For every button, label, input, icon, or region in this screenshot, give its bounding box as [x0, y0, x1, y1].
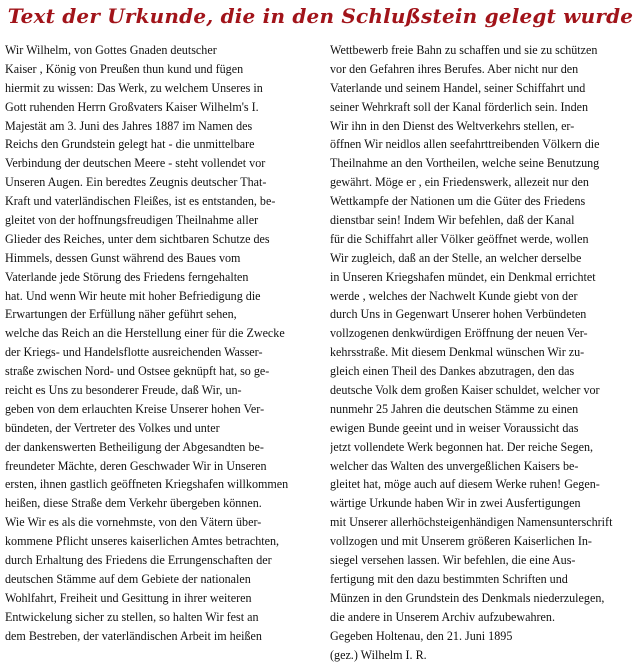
text-line: Wohlfahrt, Freiheit und Gesittung in ihrer weiteren	[5, 589, 307, 608]
text-line: ersten, ihnen gastlich geöffneten Kriegshafen willkommen	[5, 475, 307, 494]
text-line: Unseren Augen. Ein beredtes Zeugnis deutscher That-	[5, 173, 307, 192]
left-text-column	[5, 41, 307, 646]
text-line: Wie Wir es als die vornehmste, von den Vätern über-	[5, 513, 307, 532]
text-line: vollzogen und mit Unserem größeren Kaiserlichen In-	[330, 532, 637, 551]
text-line: Wettkampfe der Nationen um die Güter des Friedens	[330, 192, 637, 211]
text-line: hat. Und wenn Wir heute mit hoher Befriedigung die	[5, 287, 307, 306]
text-line: gleitet hat, möge auch auf diesem Werke ruhen! Gegen-	[330, 475, 637, 494]
text-line: gleitet von der hoffnungsfreudigen Theilnahme aller	[5, 211, 307, 230]
text-line: die andere in Unserem Archiv aufzubewahren.	[330, 608, 637, 627]
text-line: vollzogenen denkwürdigen Eröffnung der neuen Ver-	[330, 324, 637, 343]
text-line: freundeter Mächte, deren Geschwader Wir in Unseren	[5, 457, 307, 476]
text-line: gleich einen Theil des Dankes abzutragen, den das	[330, 362, 637, 381]
text-line: Kraft und vaterländischen Fleißes, ist es entstanden, be-	[5, 192, 307, 211]
text-line: Wettbewerb freie Bahn zu schaffen und sie zu schützen	[330, 41, 637, 60]
text-line: Reichs den Grundstein gelegt hat - die unmittelbare	[5, 135, 307, 154]
text-line: dienstbar sein! Indem Wir befehlen, daß der Kanal	[330, 211, 637, 230]
right-text-column	[330, 41, 637, 664]
text-line: mit Unserer allerhöchsteigenhändigen Namensunterschrift	[330, 513, 637, 532]
text-line: Verbindung der deutschen Meere - steht vollendet vor	[5, 154, 307, 173]
text-line: (gez.) Wilhelm I. R.	[330, 646, 637, 664]
text-line: Vaterlande und seinem Handel, seiner Schiffahrt und	[330, 79, 637, 98]
text-line: Entwickelung sicher zu stellen, so halten Wir fest an	[5, 608, 307, 627]
text-line: jetzt vollendete Werk begonnen hat. Der reiche Segen,	[330, 438, 637, 457]
text-line: Gott ruhenden Herrn Großvaters Kaiser Wilhelm's I.	[5, 98, 307, 117]
text-line: kehrsstraße. Mit diesem Denkmal wünschen Wir zu-	[330, 343, 637, 362]
text-line: Glieder des Reiches, unter dem sichtbaren Schutze des	[5, 230, 307, 249]
document-title: Text der Urkunde, die in den Schlußstein gelegt wurde	[0, 4, 641, 28]
text-line: Himmels, dessen Gunst während des Baues vom	[5, 249, 307, 268]
text-line: öffnen Wir neidlos allen seefahrttreibenden Völkern die	[330, 135, 637, 154]
text-line: nunmehr 25 Jahren die deutschen Stämme zu einen	[330, 400, 637, 419]
text-line: Erwartungen der Erfüllung näher geführt sehen,	[5, 305, 307, 324]
text-line: werde , welches der Nachwelt Kunde giebt von der	[330, 287, 637, 306]
text-line: straße zwischen Nord- und Ostsee geknüpft hat, so ge-	[5, 362, 307, 381]
text-line: heißen, diese Straße dem Verkehr übergeben können.	[5, 494, 307, 513]
text-line: Majestät am 3. Juni des Jahres 1887 im Namen des	[5, 117, 307, 136]
text-line: in Unseren Kriegshafen mündet, ein Denkmal errichtet	[330, 268, 637, 287]
text-line: dem Bestreben, der vaterländischen Arbeit im heißen	[5, 627, 307, 646]
text-line: reicht es Uns zu besonderer Freude, daß Wir, un-	[5, 381, 307, 400]
text-line: Wir Wilhelm, von Gottes Gnaden deutscher	[5, 41, 307, 60]
text-line: seiner Wehrkraft soll der Kanal förderlich sein. Inden	[330, 98, 637, 117]
text-line: kommene Pflicht unseres kaiserlichen Amtes betrachten,	[5, 532, 307, 551]
text-line: hiermit zu wissen: Das Werk, zu welchem Unseres in	[5, 79, 307, 98]
text-line: Gegeben Holtenau, den 21. Juni 1895	[330, 627, 637, 646]
text-line: wärtige Urkunde haben Wir in zwei Ausfertigungen	[330, 494, 637, 513]
text-line: Wir ihn in den Dienst des Weltverkehrs stellen, er-	[330, 117, 637, 136]
text-line: vor den Gefahren ihres Berufes. Aber nicht nur den	[330, 60, 637, 79]
text-line: geben von dem erlauchten Kreise Unserer hohen Ver-	[5, 400, 307, 419]
text-line: Kaiser , König von Preußen thun kund und fügen	[5, 60, 307, 79]
text-line: Vaterlande jede Störung des Friedens ferngehalten	[5, 268, 307, 287]
text-line: gewährt. Möge er , ein Friedenswerk, allezeit nur den	[330, 173, 637, 192]
text-line: deutsche Volk dem großen Kaiser schuldet, welcher vor	[330, 381, 637, 400]
text-line: für die Schiffahrt aller Völker geöffnet werde, wollen	[330, 230, 637, 249]
text-line: der dankenswerten Betheiligung der Abgesandten be-	[5, 438, 307, 457]
text-line: bündeten, der Vertreter des Volkes und unter	[5, 419, 307, 438]
text-line: siegel versehen lassen. Wir befehlen, die eine Aus-	[330, 551, 637, 570]
text-line: durch Uns in Gegenwart Unserer hohen Verbündeten	[330, 305, 637, 324]
text-line: durch Erhaltung des Friedens die Errungenschaften der	[5, 551, 307, 570]
text-line: welche das Reich an die Herstellung einer für die Zwecke	[5, 324, 307, 343]
text-line: welcher das Walten des unvergeßlichen Kaisers be-	[330, 457, 637, 476]
text-line: deutschen Stämme auf dem Gebiete der nationalen	[5, 570, 307, 589]
text-line: Münzen in den Grundstein des Denkmals niederzulegen,	[330, 589, 637, 608]
text-line: fertigung mit den dazu bestimmten Schriften und	[330, 570, 637, 589]
text-line: der Kriegs- und Handelsflotte ausreichenden Wasser-	[5, 343, 307, 362]
text-line: ewigen Bunde geeint und in weiser Voraussicht das	[330, 419, 637, 438]
text-line: Wir zugleich, daß an der Stelle, an welcher derselbe	[330, 249, 637, 268]
text-line: Theilnahme an den Vortheilen, welche seine Benutzung	[330, 154, 637, 173]
